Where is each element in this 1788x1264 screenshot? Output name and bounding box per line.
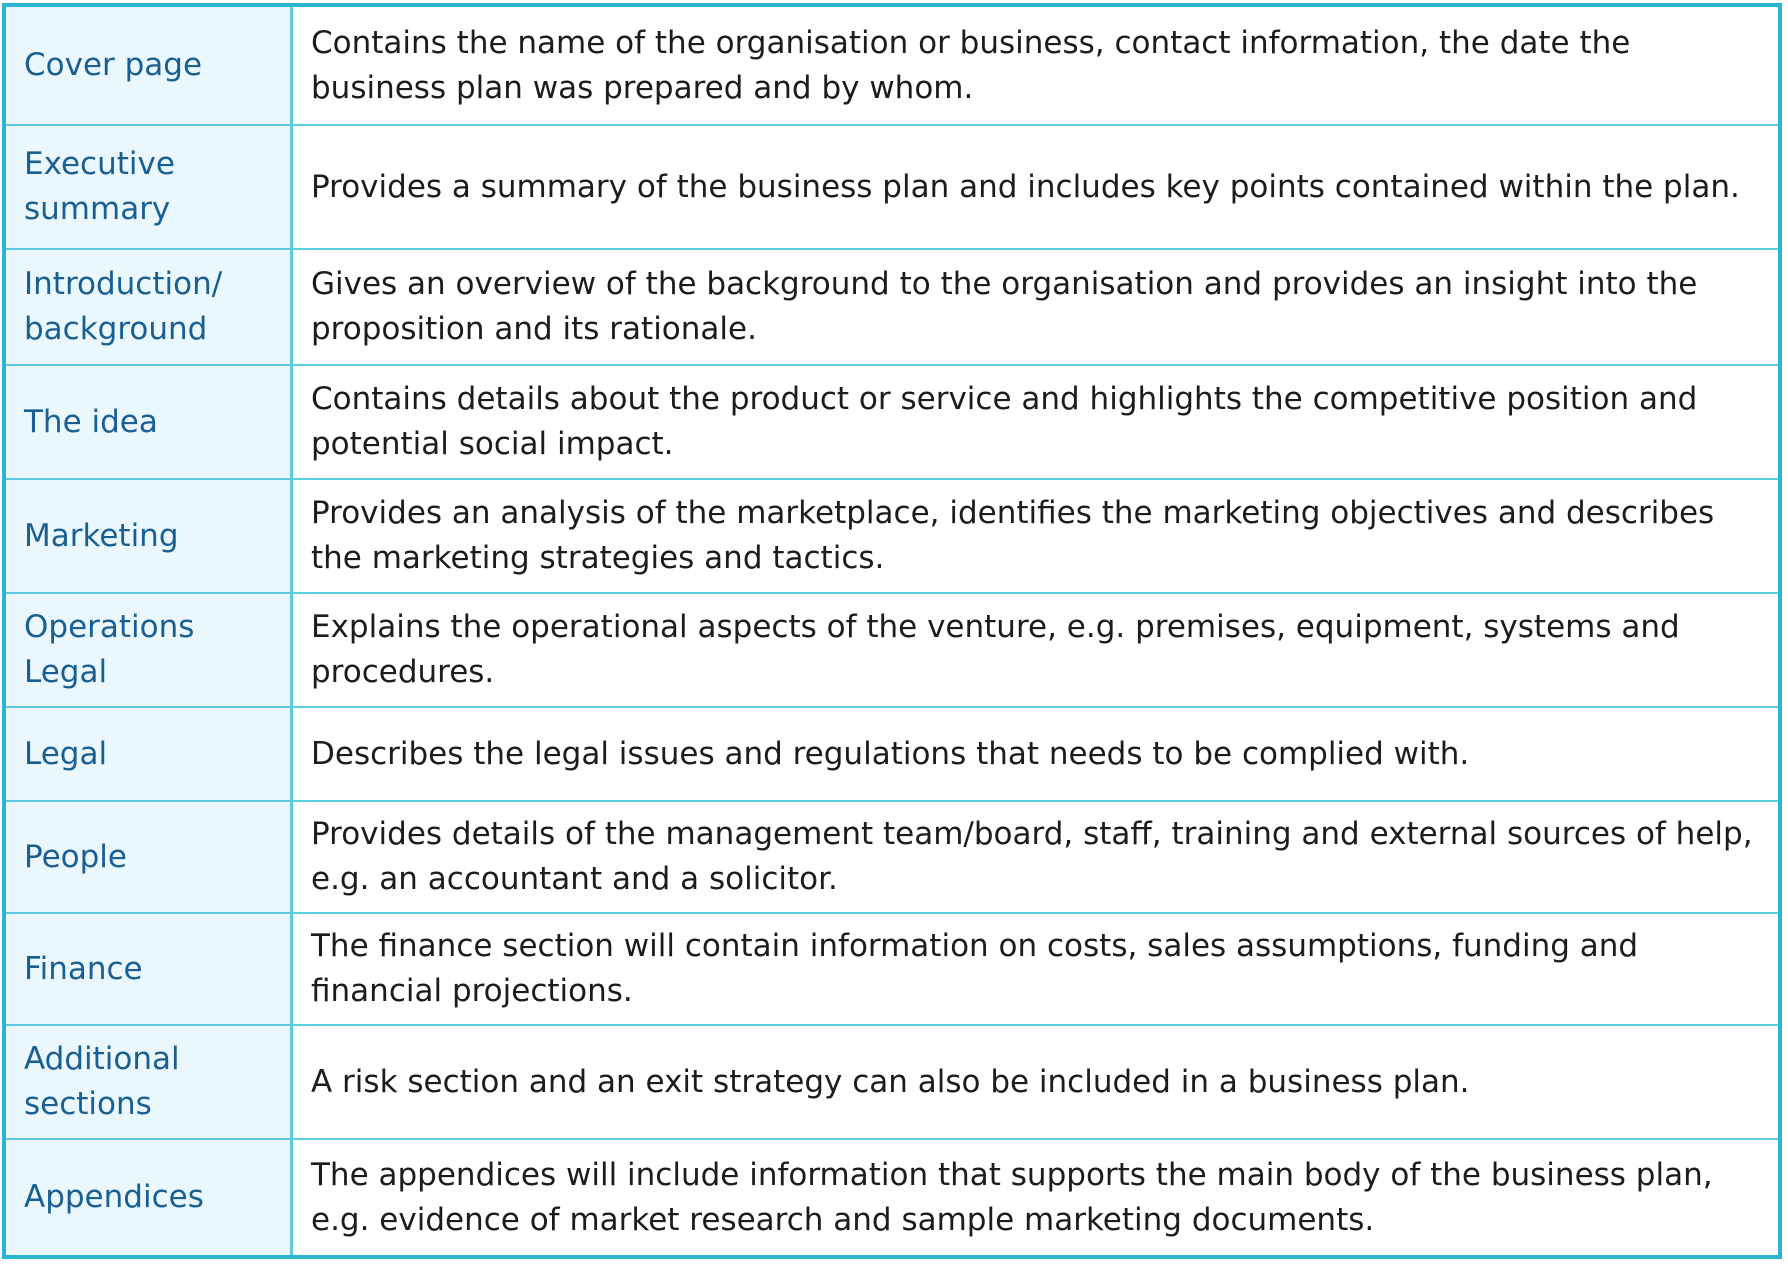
table-row <box>6 707 1778 801</box>
business-plan-sections-table <box>6 7 1778 1255</box>
table-row <box>6 249 1778 365</box>
section-name: Legal <box>6 707 292 801</box>
section-name: Executive summary <box>6 125 292 249</box>
section-name: People <box>6 801 292 913</box>
table-row <box>6 593 1778 707</box>
table-row <box>6 1139 1778 1255</box>
section-description: Provides a summary of the business plan and includes key points contained within the plan. <box>292 125 1779 249</box>
section-description: The appendices will include information that supports the main body of the business plan, e.g. evidence of market research and sample marketing documents. <box>292 1139 1779 1255</box>
section-name: Cover page <box>6 7 292 125</box>
section-description: Explains the operational aspects of the venture, e.g. premises, equipment, systems and procedures. <box>292 593 1779 707</box>
section-description: Contains the name of the organisation or business, contact information, the date the business plan was prepared and by whom. <box>292 7 1779 125</box>
table-row <box>6 1025 1778 1139</box>
section-description: Describes the legal issues and regulations that needs to be complied with. <box>292 707 1779 801</box>
table-row <box>6 913 1778 1025</box>
table-row <box>6 7 1778 125</box>
section-name: Additional sections <box>6 1025 292 1139</box>
section-description: Provides details of the management team/board, staff, training and external sources of help, e.g. an accountant and a solicitor. <box>292 801 1779 913</box>
section-description: Provides an analysis of the marketplace, identifies the marketing objectives and describes the marketing strategies and tactics. <box>292 479 1779 593</box>
section-name: The idea <box>6 365 292 479</box>
section-name: Introduction/ background <box>6 249 292 365</box>
business-plan-table-frame <box>2 3 1782 1259</box>
table-row <box>6 365 1778 479</box>
section-description: Contains details about the product or service and highlights the competitive position and potential social impact. <box>292 365 1779 479</box>
table-row <box>6 479 1778 593</box>
section-description: The finance section will contain information on costs, sales assumptions, funding and financial projections. <box>292 913 1779 1025</box>
table-row <box>6 801 1778 913</box>
section-name: Marketing <box>6 479 292 593</box>
section-description: A risk section and an exit strategy can also be included in a business plan. <box>292 1025 1779 1139</box>
table-row <box>6 125 1778 249</box>
section-name: Appendices <box>6 1139 292 1255</box>
section-name: Finance <box>6 913 292 1025</box>
section-name: Operations Legal <box>6 593 292 707</box>
section-description: Gives an overview of the background to the organisation and provides an insight into the proposition and its rationale. <box>292 249 1779 365</box>
